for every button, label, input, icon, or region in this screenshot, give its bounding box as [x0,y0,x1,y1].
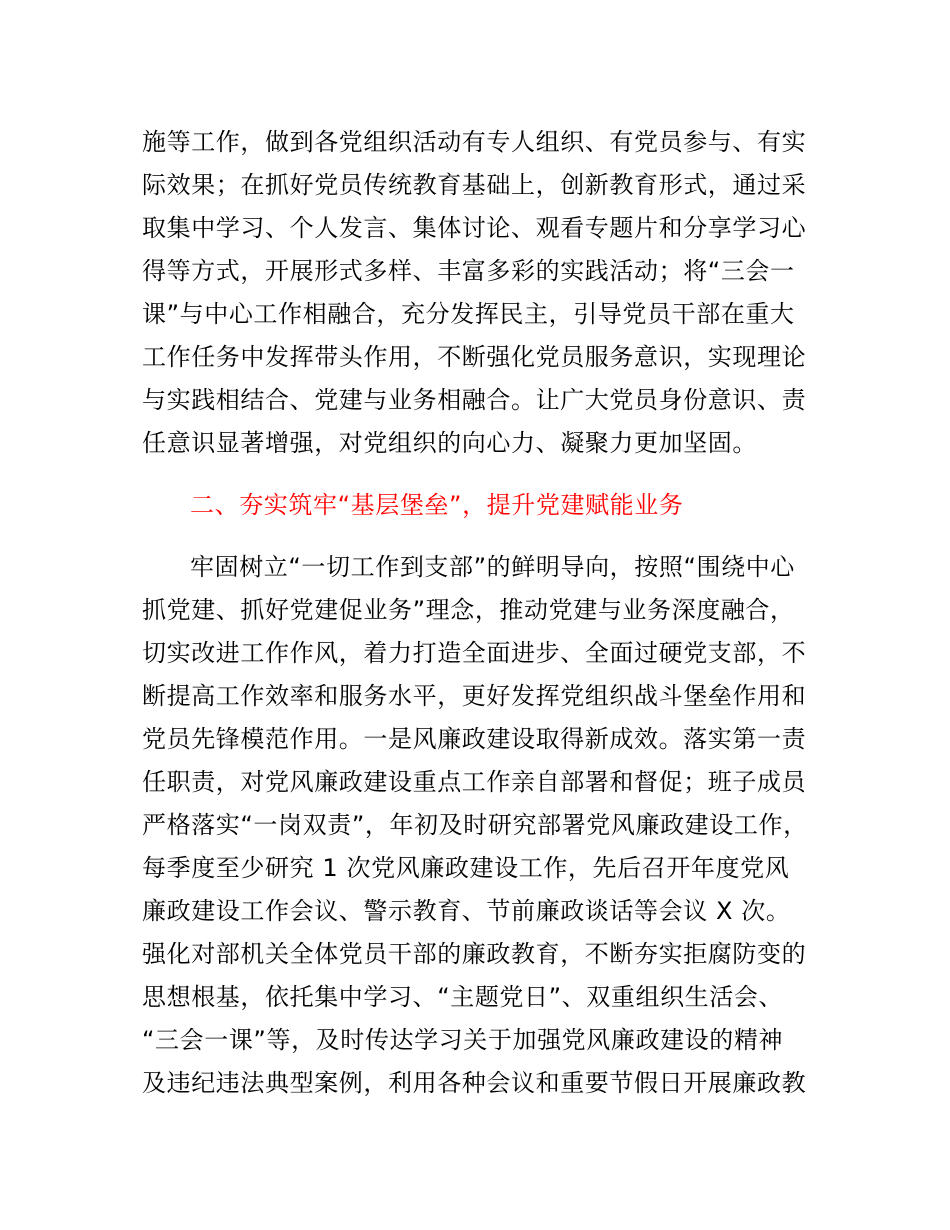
paragraph-2-line-7: 严格落实“一岗双责”，年初及时研究部署党风廉政建设工作， [142,811,808,839]
paragraph-2-line-5: 党员先锋模范作用。一是风廉政建设取得新成效。落实第一责 [142,725,807,753]
paragraph-2-line-12: “三会一课”等，及时传达学习关于加强党风廉政建设的精神 [142,1026,784,1054]
paragraph-1-line-5: 课”与中心工作相融合，充分发挥民主，引导党员干部在重大 [142,300,795,328]
paragraph-1-line-6: 工作任务中发挥带头作用，不断强化党员服务意识，实现理论 [142,343,807,371]
paragraph-2-line-4: 断提高工作效率和服务水平，更好发挥党组织战斗堡垒作用和 [142,682,807,710]
paragraph-2-line-9: 廉政建设工作会议、警示教育、节前廉政谈话等会议 X 次。 [142,897,791,925]
paragraph-1-line-2: 际效果；在抓好党员传统教育基础上，创新教育形式，通过采 [142,171,807,199]
section-heading: 二、夯实筑牢“基层堡垒”，提升党建赋能业务 [190,491,684,519]
paragraph-2-line-10: 强化对部机关全体党员干部的廉政教育，不断夯实拒腐防变的 [142,940,807,968]
paragraph-2-line-1: 牢固树立“一切工作到支部”的鲜明导向，按照“围绕中心 [190,553,795,581]
paragraph-2-line-11: 思想根基，依托集中学习、“主题党日”、双重组织生活会、 [142,983,784,1011]
paragraph-1-line-3: 取集中学习、个人发言、集体讨论、观看专题片和分享学习心 [142,214,807,242]
paragraph-1-line-7: 与实践相结合、党建与业务相融合。让广大党员身份意识、责 [142,386,807,414]
paragraph-1-line-8: 任意识显著增强，对党组织的向心力、凝聚力更加坚固。 [142,429,757,457]
paragraph-2-line-2: 抓党建、抓好党建促业务”理念，推动党建与业务深度融合， [142,596,795,624]
paragraph-2-line-8: 每季度至少研究 1 次党风廉政建设工作，先后召开年度党风 [142,854,790,882]
paragraph-1-line-1: 施等工作，做到各党组织活动有专人组织、有党员参与、有实 [142,128,807,156]
paragraph-2-line-13: 及违纪违法典型案例，利用各种会议和重要节假日开展廉政教 [142,1069,807,1097]
paragraph-1-line-4: 得等方式，开展形式多样、丰富多彩的实践活动；将“三会一 [142,257,795,285]
paragraph-2-line-6: 任职责，对党风廉政建设重点工作亲自部署和督促；班子成员 [142,768,807,796]
paragraph-2-line-3: 切实改进工作作风，着力打造全面进步、全面过硬党支部，不 [142,639,807,667]
